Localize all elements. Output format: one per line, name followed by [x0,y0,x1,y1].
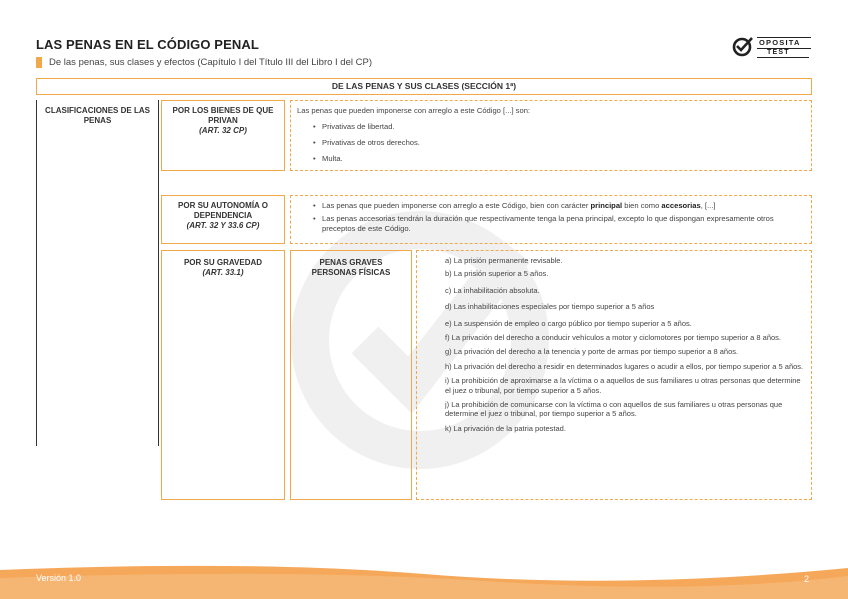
logo-text-oposita: OPOSITA [757,37,811,49]
list-item: • Las penas accesorias tendrán la duración que respectivamente tenga la pena principal, excepto lo que dispongan expresamente otros preceptos de este Código. [313,214,805,234]
penas-graves-list [416,250,812,500]
subtitle-text: De las penas, sus clases y efectos (Capítulo I del Título III del Libro I del CP) [49,57,372,68]
page-subtitle [36,57,372,68]
footer-version: Versión 1.0 [36,573,82,583]
text-fragment: Las penas que pueden imponerse con arreglo a este Código, bien con carácter [322,201,591,210]
bienes-content [290,100,812,171]
criterion-gravedad-article: (ART. 33.1) [202,268,244,277]
criterion-gravedad [161,250,285,500]
text-fragment: bien como [622,201,662,210]
list-item [313,201,805,211]
subtitle-accent-bar [36,57,42,68]
criterion-gravedad-title: POR SU GRAVEDAD [183,258,263,267]
page-title: LAS PENAS EN EL CÓDIGO PENAL [36,37,259,52]
oposita-test-logo [731,35,813,59]
text-fragment: , [...] [700,201,716,210]
list-item: j) La prohibición de comunicarse con la víctima o con aquellos de sus familiares u otras personas que determine el juez o tribunal, por tiempo superior a 5 años. [445,400,783,419]
list-item: h) La privación del derecho a residir en determinados lugares o acudir a ellos, por tiempo superior a 5 años. [445,361,804,371]
penas-graves-box [290,250,412,500]
penas-graves-label: PENAS GRAVES PERSONAS FÍSICAS [311,258,391,277]
criterion-bienes [161,100,285,171]
footer-page-number: 2 [804,574,810,584]
list-item: • Privativas de libertad. [313,122,805,132]
list-item: c) La inhabilitación absoluta. [445,285,540,295]
logo-text-test: TEST [757,49,809,58]
classifications-column [36,100,159,446]
list-item: a) La prisión permanente revisable. [445,256,563,265]
criterion-bienes-article: (ART. 32 CP) [199,126,247,135]
list-item: f) La privación del derecho a conducir vehículos a motor y ciclomotores por tiempo superior a 8 años. [445,333,782,343]
criterion-autonomia [161,195,285,244]
classifications-label: CLASIFICACIONES DE LAS PENAS [45,106,150,125]
check-circle-icon [731,35,755,57]
bold-accesorias: accesorias [661,201,701,210]
list-item: i) La prohibición de aproximarse a la víctima o a aquellos de sus familiares u otras personas que determine el juez o tribunal, por tiempo superior a 5 años. [445,376,801,395]
section-header: DE LAS PENAS Y SUS CLASES (SECCIÓN 1ª) [36,78,812,95]
list-item: d) Las inhabilitaciones especiales por tiempo superior a 5 años [445,302,655,312]
autonomia-content [290,195,812,244]
bold-principal: principal [590,201,623,210]
list-item: • Privativas de otros derechos. [313,138,805,148]
list-item: b) La prisión superior a 5 años. [445,269,549,279]
list-item: k) La privación de la patria potestad. [445,423,566,433]
bienes-intro: Las penas que pueden imponerse con arreglo a este Código [...] son: [297,106,531,115]
footer-wave [0,560,848,599]
list-item: e) La suspensión de empleo o cargo público por tiempo superior a 5 años. [445,318,692,328]
criterion-autonomia-article: (ART. 32 Y 33.6 CP) [186,221,260,230]
criterion-autonomia-title: POR SU AUTONOMÍA O DEPENDENCIA [178,201,268,220]
list-item: • Multa. [313,154,805,164]
criterion-bienes-title: POR LOS BIENES DE QUE PRIVAN [172,106,274,125]
list-item: g) La privación del derecho a la tenencia y porte de armas por tiempo superior a 8 años. [445,347,739,357]
